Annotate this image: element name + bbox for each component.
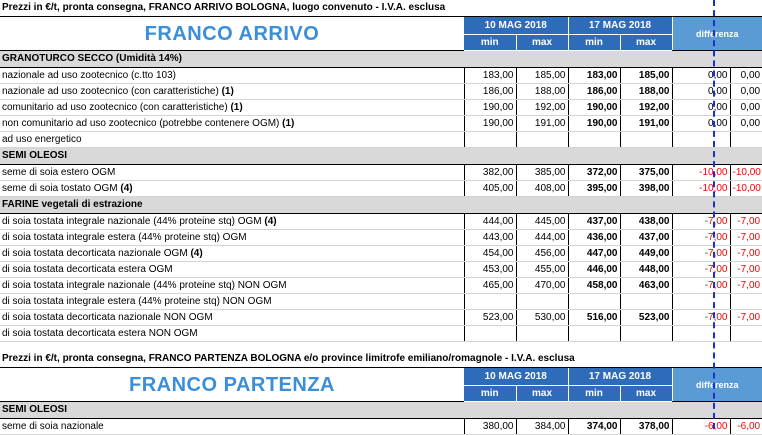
price-max-current: 398,00 [620,181,672,197]
price-max-previous: 191,00 [516,116,568,132]
price-min-current: 183,00 [568,68,620,84]
header-row-dates [0,17,762,35]
date-header-current: 17 MAG 2018 [568,368,672,386]
price-max-previous: 192,00 [516,100,568,116]
difference-max: -7,00 [730,230,762,246]
product-description [0,230,464,246]
section-title: SEMI OLEOSI [0,148,762,165]
price-row [0,326,762,342]
difference-max: -7,00 [730,262,762,278]
price-min-previous: 405,00 [464,181,516,197]
price-row [0,214,762,230]
price-min-current: 437,00 [568,214,620,230]
product-name: comunitario ad uso zootecnico (con caratteristiche) [2,101,231,113]
difference-min: -10,00 [672,165,730,181]
product-name: seme di soia tostato OGM [2,182,121,194]
difference-max [730,132,762,148]
product-name: nazionale ad uso zootecnico (con caratteristiche) [2,85,222,97]
difference-min: -7,00 [672,310,730,326]
product-description [0,310,464,326]
section-header-row [0,51,762,68]
difference-min [672,294,730,310]
price-min-current: 190,00 [568,100,620,116]
product-name: non comunitario ad uso zootecnico (potrebbe contenere OGM) [2,117,283,129]
product-name: di soia tostata decorticata nazionale NON OGM [2,311,213,323]
price-row [0,294,762,310]
min-header: min [568,386,620,402]
product-description [0,165,464,181]
price-row [0,116,762,132]
difference-max: -7,00 [730,246,762,262]
price-note: Prezzi in €/t, pronta consegna, FRANCO ARRIVO BOLOGNA, luogo convenuto - I.V.A. esclusa [0,0,762,17]
difference-min: -10,00 [672,181,730,197]
price-min-previous: 443,00 [464,230,516,246]
franco-title: FRANCO PARTENZA [0,368,464,402]
product-name: di soia tostata decorticata estera NON OGM [2,327,198,339]
price-max-current: 192,00 [620,100,672,116]
product-description [0,214,464,230]
price-max-current: 378,00 [620,419,672,435]
price-note-row [0,351,762,368]
price-min-previous: 183,00 [464,68,516,84]
franco-title: FRANCO ARRIVO [0,17,464,51]
price-note-row [0,0,762,17]
difference-max: -7,00 [730,310,762,326]
difference-min: -6,00 [672,419,730,435]
price-max-previous: 456,00 [516,246,568,262]
price-max-current [620,132,672,148]
difference-max: -7,00 [730,278,762,294]
price-row [0,419,762,435]
product-description [0,116,464,132]
section-header-row [0,197,762,214]
price-max-previous [516,132,568,148]
min-header: min [464,386,516,402]
price-row [0,181,762,197]
price-max-current [620,294,672,310]
section-header-row [0,402,762,419]
product-name: ad uso energetico [2,133,82,145]
price-min-previous: 190,00 [464,116,516,132]
price-min-current: 374,00 [568,419,620,435]
date-header-previous: 10 MAG 2018 [464,368,568,386]
gap [0,342,762,352]
price-min-previous: 454,00 [464,246,516,262]
difference-min [672,132,730,148]
price-max-current: 523,00 [620,310,672,326]
footnote-ref: (1) [221,85,234,97]
product-description [0,262,464,278]
price-max-current: 188,00 [620,84,672,100]
max-header: max [620,386,672,402]
price-max-current: 185,00 [620,68,672,84]
price-max-current: 463,00 [620,278,672,294]
price-max-current: 449,00 [620,246,672,262]
price-max-current: 375,00 [620,165,672,181]
difference-max: 0,00 [730,100,762,116]
price-max-previous: 445,00 [516,214,568,230]
price-min-previous [464,326,516,342]
price-min-previous: 453,00 [464,262,516,278]
difference-min: -7,00 [672,214,730,230]
difference-max: -10,00 [730,181,762,197]
price-min-previous: 523,00 [464,310,516,326]
difference-max: 0,00 [730,68,762,84]
footnote-ref: (4) [120,182,133,194]
price-row [0,246,762,262]
product-name: di soia tostata decorticata estera OGM [2,263,173,275]
product-name: seme di soia nazionale [2,420,104,432]
difference-min: 0,00 [672,68,730,84]
price-min-current: 186,00 [568,84,620,100]
product-description [0,326,464,342]
price-row [0,310,762,326]
price-max-previous: 470,00 [516,278,568,294]
section-header-row [0,148,762,165]
price-min-previous: 444,00 [464,214,516,230]
min-header: min [464,35,516,51]
price-row [0,165,762,181]
section-title: SEMI OLEOSI [0,402,762,419]
difference-min: -7,00 [672,246,730,262]
price-max-previous: 188,00 [516,84,568,100]
price-max-current: 191,00 [620,116,672,132]
price-min-current: 190,00 [568,116,620,132]
product-description [0,100,464,116]
price-min-current: 446,00 [568,262,620,278]
price-row [0,278,762,294]
difference-max: -6,00 [730,419,762,435]
difference-min: -7,00 [672,262,730,278]
price-row [0,84,762,100]
price-max-previous [516,294,568,310]
price-max-previous: 444,00 [516,230,568,246]
price-min-current [568,326,620,342]
price-min-current: 372,00 [568,165,620,181]
price-row [0,230,762,246]
price-min-previous [464,132,516,148]
price-min-current: 516,00 [568,310,620,326]
section-title: FARINE vegetali di estrazione [0,197,762,214]
product-description [0,181,464,197]
column-guide-line [713,0,715,429]
price-row [0,132,762,148]
price-min-current: 395,00 [568,181,620,197]
difference-min: -7,00 [672,278,730,294]
price-max-previous: 384,00 [516,419,568,435]
price-row [0,262,762,278]
footnote-ref: (4) [190,247,203,259]
price-max-previous: 408,00 [516,181,568,197]
product-name: di soia tostata integrale estera (44% proteine stq) NON OGM [2,295,272,307]
product-description [0,84,464,100]
difference-header: differenza [672,17,762,51]
price-min-current: 447,00 [568,246,620,262]
product-name: di soia tostata decorticata nazionale OGM [2,247,191,259]
price-min-current [568,132,620,148]
price-min-previous: 186,00 [464,84,516,100]
footnote-ref: (1) [282,117,295,129]
header-row-dates [0,368,762,386]
product-description [0,132,464,148]
footnote-ref: (4) [264,215,277,227]
price-note: Prezzi in €/t, pronta consegna, FRANCO PARTENZA BOLOGNA e/o province limitrofe emiliano/romagnole - I.V.A. esclusa [0,351,762,368]
footnote-ref: (1) [230,101,243,113]
difference-min: -7,00 [672,230,730,246]
date-header-previous: 10 MAG 2018 [464,17,568,35]
product-description [0,294,464,310]
price-max-current: 438,00 [620,214,672,230]
price-max-current [620,326,672,342]
max-header: max [516,35,568,51]
section-title: GRANOTURCO SECCO (Umidità 14%) [0,51,762,68]
min-header: min [568,35,620,51]
price-min-previous: 190,00 [464,100,516,116]
difference-min: 0,00 [672,84,730,100]
price-min-previous: 380,00 [464,419,516,435]
difference-min: 0,00 [672,116,730,132]
price-max-current: 437,00 [620,230,672,246]
difference-max: 0,00 [730,116,762,132]
product-description [0,278,464,294]
difference-max: -10,00 [730,165,762,181]
price-min-previous: 382,00 [464,165,516,181]
difference-max: 0,00 [730,84,762,100]
price-max-previous: 530,00 [516,310,568,326]
product-name: seme di soia estero OGM [2,166,116,178]
product-description [0,246,464,262]
price-min-current: 436,00 [568,230,620,246]
price-max-previous: 185,00 [516,68,568,84]
price-row [0,100,762,116]
max-header: max [620,35,672,51]
difference-header: differenza [672,368,762,402]
difference-max [730,294,762,310]
price-min-previous: 465,00 [464,278,516,294]
product-name: di soia tostata integrale nazionale (44% proteine stq) OGM [2,215,265,227]
difference-min [672,326,730,342]
difference-max: -7,00 [730,214,762,230]
price-row [0,68,762,84]
difference-max [730,326,762,342]
price-min-current [568,294,620,310]
product-name: di soia tostata integrale estera (44% proteine stq) OGM [2,231,247,243]
product-description [0,419,464,435]
price-min-previous [464,294,516,310]
franco-partenza-block [0,351,762,435]
product-name: nazionale ad uso zootecnico (c.tto 103) [2,69,176,81]
price-min-current: 458,00 [568,278,620,294]
product-description [0,68,464,84]
max-header: max [516,386,568,402]
date-header-current: 17 MAG 2018 [568,17,672,35]
difference-min: 0,00 [672,100,730,116]
product-name: di soia tostata integrale nazionale (44% proteine stq) NON OGM [2,279,287,291]
price-max-previous: 455,00 [516,262,568,278]
price-max-current: 448,00 [620,262,672,278]
price-max-previous: 385,00 [516,165,568,181]
price-max-previous [516,326,568,342]
